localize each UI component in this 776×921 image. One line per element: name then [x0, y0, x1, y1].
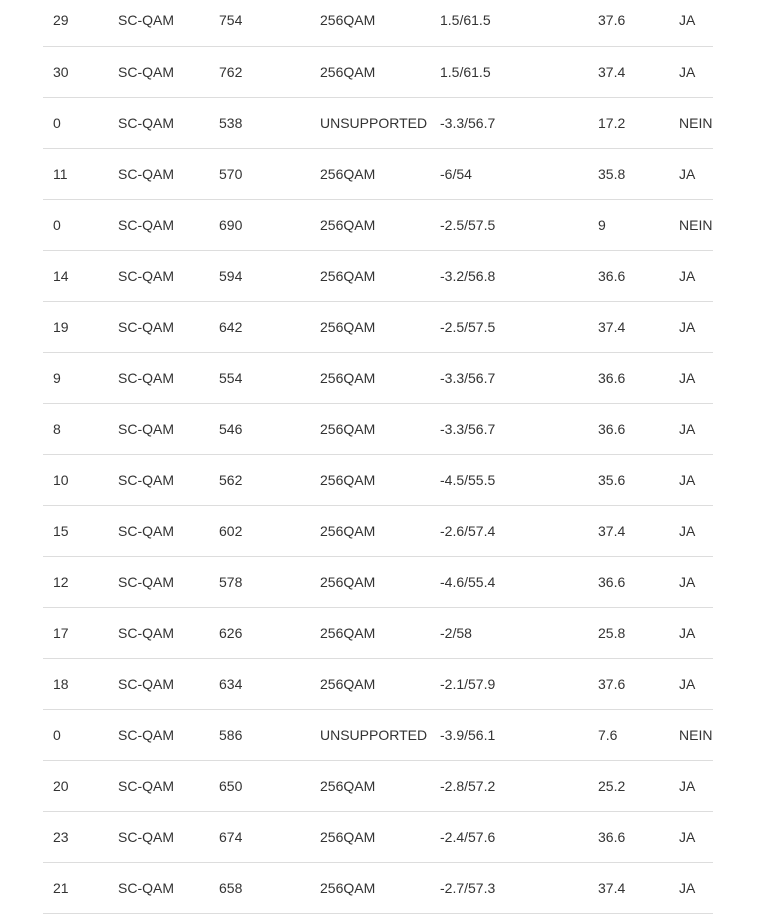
table-row — [43, 199, 713, 250]
table-row — [43, 0, 713, 46]
cell-channel-id: 12 — [43, 556, 108, 607]
cell-modulation: 256QAM — [310, 862, 430, 913]
table-row — [43, 658, 713, 709]
cell-channel-type: SC-QAM — [108, 199, 209, 250]
table-row — [43, 505, 713, 556]
cell-modulation: 256QAM — [310, 199, 430, 250]
cell-lock-status: JA — [669, 811, 713, 862]
cell-snr: 35.8 — [588, 148, 669, 199]
cell-lock-status: JA — [669, 607, 713, 658]
cell-channel-id: 0 — [43, 97, 108, 148]
cell-frequency: 586 — [209, 709, 310, 760]
cell-lock-status: JA — [669, 862, 713, 913]
cell-modulation: 256QAM — [310, 760, 430, 811]
cell-channel-id: 11 — [43, 148, 108, 199]
cell-frequency: 642 — [209, 301, 310, 352]
cell-power-level: -2/58 — [430, 607, 588, 658]
cell-lock-status: JA — [669, 0, 713, 46]
cell-frequency: 554 — [209, 352, 310, 403]
cell-frequency: 570 — [209, 148, 310, 199]
cell-channel-type: SC-QAM — [108, 556, 209, 607]
cell-power-level: -2.7/57.3 — [430, 862, 588, 913]
cell-snr: 36.6 — [588, 811, 669, 862]
cell-modulation: 256QAM — [310, 505, 430, 556]
table-row — [43, 352, 713, 403]
cell-snr: 36.6 — [588, 556, 669, 607]
cell-snr: 36.6 — [588, 352, 669, 403]
cell-modulation: 256QAM — [310, 46, 430, 97]
cell-frequency: 594 — [209, 250, 310, 301]
cell-modulation: 256QAM — [310, 0, 430, 46]
cell-snr: 17.2 — [588, 97, 669, 148]
cell-channel-type: SC-QAM — [108, 0, 209, 46]
cell-lock-status: JA — [669, 403, 713, 454]
cell-modulation: 256QAM — [310, 250, 430, 301]
downstream-channel-table — [43, 0, 713, 914]
cell-channel-type: SC-QAM — [108, 403, 209, 454]
cell-channel-type: SC-QAM — [108, 46, 209, 97]
cell-lock-status: JA — [669, 352, 713, 403]
cell-power-level: -6/54 — [430, 148, 588, 199]
cell-power-level: -2.6/57.4 — [430, 505, 588, 556]
cell-channel-type: SC-QAM — [108, 148, 209, 199]
cell-snr: 37.6 — [588, 0, 669, 46]
cell-snr: 9 — [588, 199, 669, 250]
cell-lock-status: JA — [669, 658, 713, 709]
cell-snr: 7.6 — [588, 709, 669, 760]
cell-snr: 37.6 — [588, 658, 669, 709]
table-row — [43, 811, 713, 862]
cell-lock-status: NEIN — [669, 709, 713, 760]
cell-channel-id: 8 — [43, 403, 108, 454]
cell-channel-type: SC-QAM — [108, 607, 209, 658]
table-row — [43, 301, 713, 352]
cell-frequency: 690 — [209, 199, 310, 250]
cell-power-level: 1.5/61.5 — [430, 0, 588, 46]
cell-modulation: 256QAM — [310, 148, 430, 199]
cell-power-level: -4.6/55.4 — [430, 556, 588, 607]
cell-power-level: -3.2/56.8 — [430, 250, 588, 301]
cell-channel-id: 17 — [43, 607, 108, 658]
cell-lock-status: JA — [669, 505, 713, 556]
table-row — [43, 148, 713, 199]
cell-frequency: 562 — [209, 454, 310, 505]
table-row — [43, 607, 713, 658]
cell-channel-type: SC-QAM — [108, 505, 209, 556]
cell-snr: 37.4 — [588, 862, 669, 913]
cell-lock-status: JA — [669, 148, 713, 199]
cell-power-level: -3.3/56.7 — [430, 403, 588, 454]
cell-lock-status: JA — [669, 301, 713, 352]
cell-power-level: -3.9/56.1 — [430, 709, 588, 760]
cell-channel-type: SC-QAM — [108, 454, 209, 505]
cell-lock-status: NEIN — [669, 97, 713, 148]
cell-modulation: 256QAM — [310, 556, 430, 607]
cell-power-level: -2.1/57.9 — [430, 658, 588, 709]
cell-frequency: 538 — [209, 97, 310, 148]
cell-modulation: UNSUPPORTED — [310, 97, 430, 148]
cell-channel-id: 30 — [43, 46, 108, 97]
cell-power-level: -2.5/57.5 — [430, 199, 588, 250]
cell-modulation: 256QAM — [310, 301, 430, 352]
table-row — [43, 97, 713, 148]
table-row — [43, 46, 713, 97]
cell-frequency: 546 — [209, 403, 310, 454]
cell-lock-status: NEIN — [669, 199, 713, 250]
cell-channel-type: SC-QAM — [108, 352, 209, 403]
cell-snr: 35.6 — [588, 454, 669, 505]
cell-channel-id: 10 — [43, 454, 108, 505]
cell-snr: 37.4 — [588, 46, 669, 97]
cell-lock-status: JA — [669, 760, 713, 811]
cell-frequency: 626 — [209, 607, 310, 658]
cell-frequency: 578 — [209, 556, 310, 607]
cell-channel-type: SC-QAM — [108, 301, 209, 352]
cell-modulation: 256QAM — [310, 454, 430, 505]
cell-modulation: 256QAM — [310, 352, 430, 403]
cell-power-level: -4.5/55.5 — [430, 454, 588, 505]
cell-frequency: 650 — [209, 760, 310, 811]
cell-frequency: 754 — [209, 0, 310, 46]
cell-channel-id: 9 — [43, 352, 108, 403]
cell-frequency: 634 — [209, 658, 310, 709]
cell-power-level: -3.3/56.7 — [430, 352, 588, 403]
table-row — [43, 760, 713, 811]
cell-channel-type: SC-QAM — [108, 658, 209, 709]
cell-lock-status: JA — [669, 46, 713, 97]
cell-channel-id: 0 — [43, 709, 108, 760]
cell-channel-id: 29 — [43, 0, 108, 46]
cell-lock-status: JA — [669, 556, 713, 607]
table-row — [43, 709, 713, 760]
cell-channel-type: SC-QAM — [108, 250, 209, 301]
cell-modulation: UNSUPPORTED — [310, 709, 430, 760]
cell-power-level: 1.5/61.5 — [430, 46, 588, 97]
cell-frequency: 602 — [209, 505, 310, 556]
cell-modulation: 256QAM — [310, 658, 430, 709]
cell-snr: 36.6 — [588, 250, 669, 301]
cell-channel-type: SC-QAM — [108, 760, 209, 811]
table-body — [43, 0, 713, 913]
cell-lock-status: JA — [669, 250, 713, 301]
cell-snr: 25.2 — [588, 760, 669, 811]
table-row — [43, 862, 713, 913]
cell-power-level: -2.4/57.6 — [430, 811, 588, 862]
cell-channel-id: 20 — [43, 760, 108, 811]
cell-channel-id: 0 — [43, 199, 108, 250]
table-row — [43, 454, 713, 505]
cell-frequency: 762 — [209, 46, 310, 97]
cell-channel-type: SC-QAM — [108, 862, 209, 913]
table-row — [43, 250, 713, 301]
cell-modulation: 256QAM — [310, 403, 430, 454]
cell-modulation: 256QAM — [310, 607, 430, 658]
cell-frequency: 658 — [209, 862, 310, 913]
cell-channel-type: SC-QAM — [108, 97, 209, 148]
cell-channel-id: 19 — [43, 301, 108, 352]
cell-snr: 25.8 — [588, 607, 669, 658]
cell-power-level: -2.8/57.2 — [430, 760, 588, 811]
cell-channel-type: SC-QAM — [108, 811, 209, 862]
cell-power-level: -2.5/57.5 — [430, 301, 588, 352]
cell-snr: 37.4 — [588, 301, 669, 352]
cell-frequency: 674 — [209, 811, 310, 862]
cell-channel-id: 15 — [43, 505, 108, 556]
table-row — [43, 556, 713, 607]
cell-modulation: 256QAM — [310, 811, 430, 862]
cell-channel-id: 18 — [43, 658, 108, 709]
cell-channel-id: 21 — [43, 862, 108, 913]
cell-snr: 36.6 — [588, 403, 669, 454]
cell-snr: 37.4 — [588, 505, 669, 556]
cell-channel-id: 14 — [43, 250, 108, 301]
cell-power-level: -3.3/56.7 — [430, 97, 588, 148]
cell-channel-id: 23 — [43, 811, 108, 862]
cell-channel-type: SC-QAM — [108, 709, 209, 760]
cell-lock-status: JA — [669, 454, 713, 505]
table-row — [43, 403, 713, 454]
